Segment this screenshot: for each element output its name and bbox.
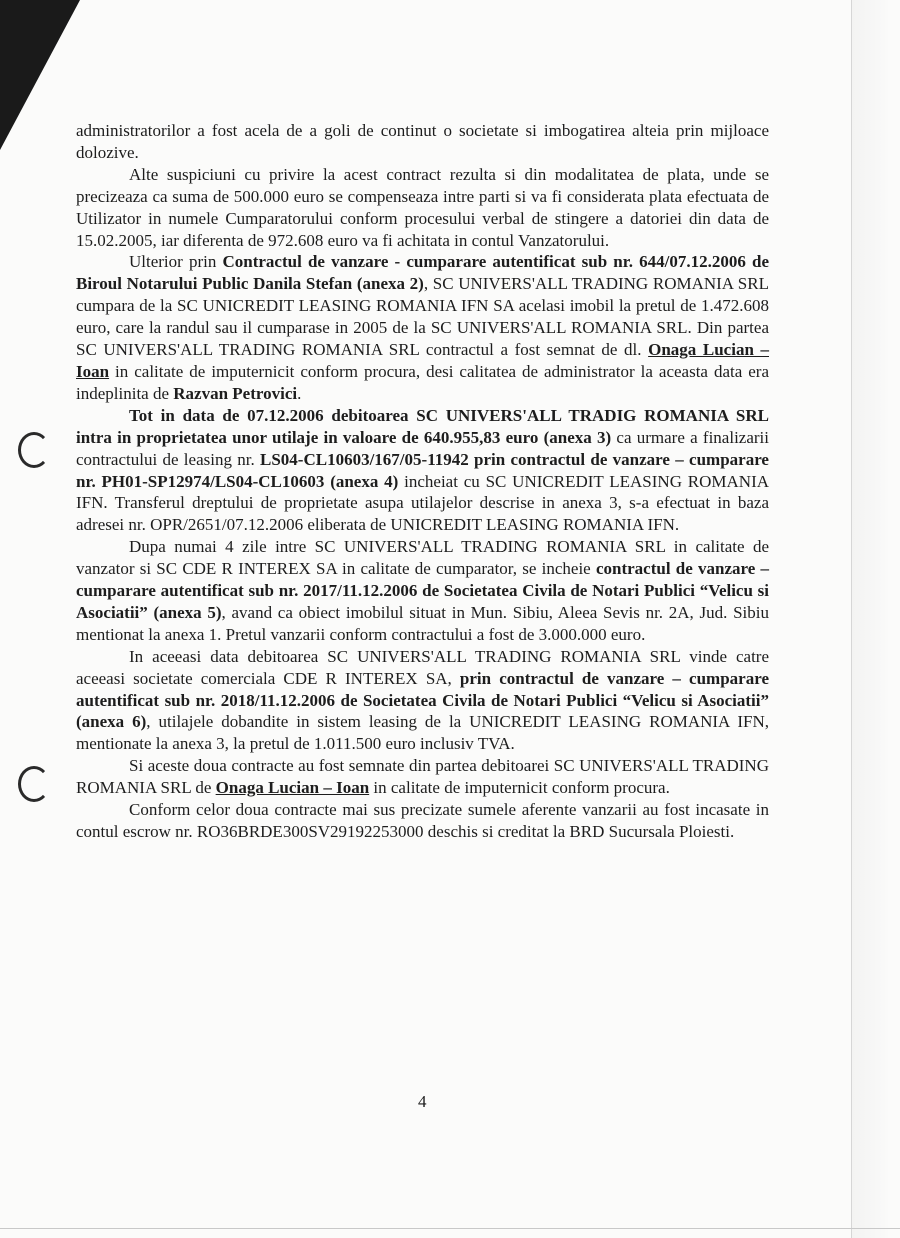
paragraph bbox=[76, 536, 769, 646]
text-run: In aceeasi data debitoarea SC UNIVERS'ALL TRADING ROMANIA SRL vinde catre aceeasi societate comerciala CDE R INTEREX SA, bbox=[76, 646, 769, 688]
text-run: Conform celor doua contracte mai sus precizate sumele aferente vanzarii au fost incasate in contul escrow nr. RO36BRDE300SV29192253000 deschis si creditat la BRD Sucursala Ploiesti. bbox=[76, 800, 769, 841]
paragraph bbox=[76, 799, 769, 843]
document-body bbox=[76, 120, 769, 843]
scan-right-edge bbox=[851, 0, 888, 1238]
text-run-underlined: Onaga Lucian – Ioan bbox=[215, 778, 370, 798]
paragraph bbox=[76, 405, 769, 536]
text-run: Alte suspiciuni cu privire la acest contract rezulta si din modalitatea de plata, unde se precizeaza ca suma de 500.000 euro se compenseaza intre parti si va fi considerata plata efectuata de Utilizator in numele Cumparatorului conform procesului verbal de stingere a datoriei din data de 15.02.2005, iar diferenta de 972.608 euro va fi achitata in contul Vanzatorului. bbox=[76, 164, 769, 250]
text-run: administratorilor a fost acela de a goli de continut o societate si imbogatirea alteia prin mijloace dolozive. bbox=[76, 121, 769, 162]
text-run: , avand ca obiect imobilul situat in Mun. Sibiu, Aleea Sevis nr. 2A, Jud. Sibiu mentionat la anexa 1. Pretul vanzarii conform contractului a fost de 3.000.000 euro. bbox=[76, 602, 769, 644]
text-run: incheiat cu SC UNICREDIT LEASING ROMANIA IFN. Transferul dreptului de proprietate asupa utilajelor descrise in anexa 3, s-a efectuat in baza adresei nr. OPR/2651/07.12.2006 eliberata de UNICREDIT LEASING ROMANIA IFN. bbox=[76, 471, 770, 535]
text-run: , SC UNIVERS'ALL TRADING ROMANIA SRL cumpara de la SC UNICREDIT LEASING ROMANIA IFN SA acelasi imobil la pretul de 1.472.608 euro, care la randul sau il cumparase in 2005 de la SC UNIVERS'ALL ROMANIA SRL. Din partea SC UNIVERS'ALL TRADING ROMANIA SRL contractul a fost semnat de dl. bbox=[76, 274, 769, 360]
text-run-bold: Razvan Petrovici bbox=[173, 383, 298, 403]
text-run: in calitate de imputernicit conform procura. bbox=[369, 778, 670, 798]
text-run: Dupa numai 4 zile intre SC UNIVERS'ALL TRADING ROMANIA SRL in calitate de vanzator si SC CDE R INTEREX SA in calitate de cumparator, se incheie bbox=[76, 537, 769, 579]
text-run: , utilajele dobandite in sistem leasing de la UNICREDIT LEASING ROMANIA IFN, mentionate la anexa 3, la pretul de 1.011.500 euro inclusiv TVA. bbox=[76, 712, 769, 754]
text-run: Si aceste doua contracte au fost semnate din partea debitoarei SC UNIVERS'ALL TRADING ROMANIA SRL de bbox=[76, 756, 769, 798]
text-run: in calitate de imputernicit conform procura, desi calitatea de administrator la aceasta data era indeplinita de bbox=[76, 361, 769, 403]
text-run-bold: contractul de vanzare – cumparare autentificat sub nr. 2017/11.12.2006 de Societatea Civila de Notari Publici “Velicu si Asociatii” (anexa 5) bbox=[76, 559, 769, 622]
scan-bottom-edge bbox=[0, 1228, 900, 1229]
text-run-bold: Contractul de vanzare - cumparare autentificat sub nr. 644/07.12.2006 de Biroul Notarului Public Danila Stefan (anexa 2) bbox=[76, 252, 769, 294]
paragraph bbox=[76, 755, 769, 799]
paragraph bbox=[76, 120, 769, 164]
text-run-bold: LS04-CL10603/167/05-11942 prin contractul de vanzare – cumparare nr. PH01-SP12974/LS04-CL10603 (anexa 4) bbox=[76, 449, 769, 491]
text-run: . bbox=[297, 383, 302, 403]
punch-hole-mark bbox=[18, 766, 50, 802]
page-number: 4 bbox=[418, 1092, 427, 1111]
paragraph bbox=[76, 164, 769, 252]
text-run: ca urmare a finalizarii contractului de leasing nr. bbox=[76, 427, 769, 469]
punch-hole-mark bbox=[18, 432, 50, 468]
paragraph bbox=[76, 646, 769, 756]
text-run: Ulterior prin bbox=[129, 252, 223, 272]
text-run-bold: prin contractul de vanzare – cumparare autentificat sub nr. 2018/11.12.2006 de Societatea Civila de Notari Publici “Velicu si Asociatii” (anexa 6) bbox=[76, 668, 769, 732]
text-run-bold: Tot in data de 07.12.2006 debitoarea SC UNIVERS'ALL TRADIG ROMANIA SRL intra in proprietatea unor utilaje in valoare de 640.955,83 euro (anexa 3) bbox=[76, 405, 769, 447]
scan-corner-shadow bbox=[0, 0, 80, 150]
paragraph bbox=[76, 251, 769, 404]
text-run-underlined: Onaga Lucian – Ioan bbox=[76, 340, 769, 381]
